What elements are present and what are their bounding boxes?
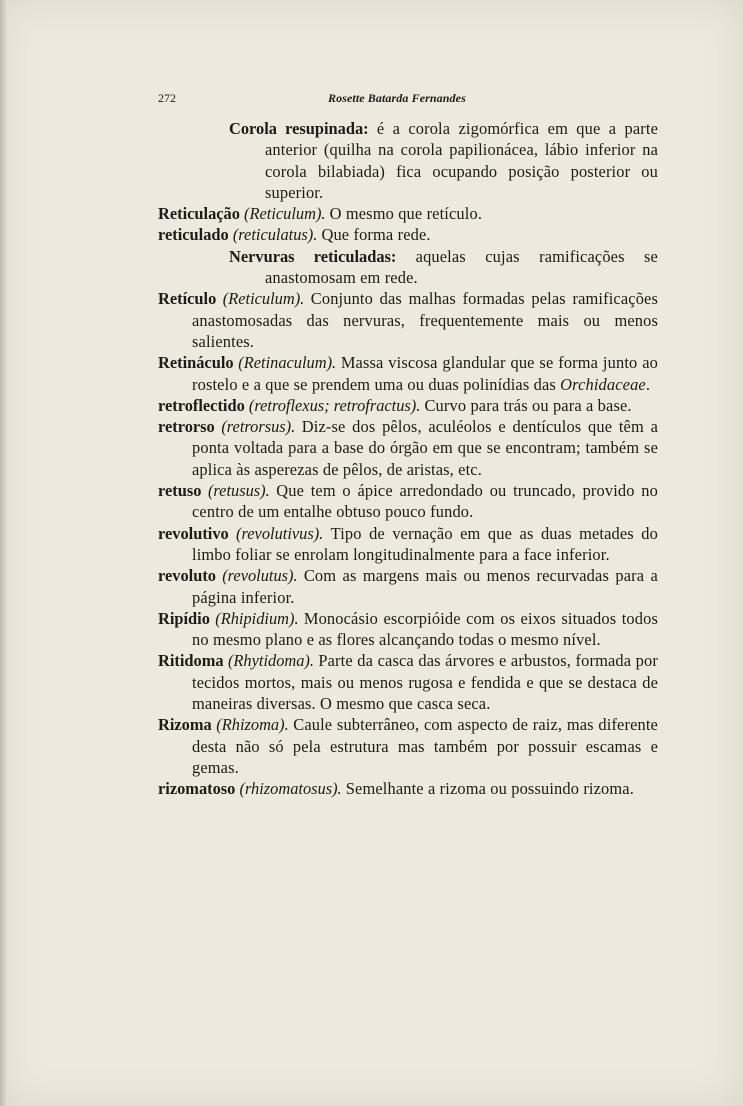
entry-latin-name: (Rhytidoma).	[227, 651, 314, 671]
entry-latin-name: (reticulatus).	[232, 225, 318, 245]
entry-definition: Com as margens mais ou menos recurvadas para a página inferior.	[192, 566, 658, 607]
entry-term: retrorso	[158, 417, 215, 437]
entry-definition: é a corola zigomórfica em que a parte anterior (quilha na corola papilionácea, lábio inferior na corola bilabiada) fica ocupando posição posterior ou superior.	[265, 119, 658, 202]
glossary-entry	[158, 416, 658, 480]
entry-latin-name: (Retinaculum).	[238, 353, 337, 373]
entry-definition: Curvo para trás ou para a base.	[424, 395, 632, 415]
entry-definition: Diz-se dos pêlos, aculéolos e dentículos que têm a ponta voltada para a base do órgão em que se encontram; também se aplica às asperezas de pêlos, de aristas, etc.	[192, 417, 658, 479]
glossary-entry	[158, 608, 658, 651]
entry-term: Ritidoma	[158, 651, 224, 671]
entry-latin-name: (Rhizoma).	[216, 715, 289, 735]
entry-latin-name: (Reticulum).	[244, 204, 326, 224]
entry-term: Corola resupinada:	[229, 119, 369, 138]
entry-definition: Que forma rede.	[321, 225, 431, 245]
running-title: Rosette Batarda Fernandes	[328, 91, 466, 105]
glossary-entry	[158, 118, 658, 203]
glossary-entry	[158, 714, 658, 778]
entry-term: revoluto	[158, 566, 216, 586]
entry-term: Retináculo	[158, 353, 234, 373]
entry-definition: Parte da casca das árvores e arbustos, formada por tecidos mortos, mais ou menos rugosa e fendida e que se destaca de maneiras diversas. O mesmo que casca seca.	[192, 651, 658, 714]
entry-latin-name: (retroflexus; retrofractus).	[248, 395, 421, 415]
glossary-entry	[158, 778, 658, 799]
entry-term: rizomatoso	[158, 779, 236, 799]
glossary-entries	[158, 118, 658, 800]
glossary-entry	[158, 288, 658, 352]
glossary-entry	[158, 395, 658, 416]
glossary-entry	[158, 565, 658, 608]
page-number: 272	[158, 91, 176, 105]
entry-definition: Massa viscosa glandular que se forma junto ao rostelo e a que se prendem uma ou duas polinídias das Orchidaceae.	[192, 353, 658, 394]
entry-latin-name: (revolutivus).	[236, 523, 324, 543]
entry-term: retroflectido	[158, 395, 245, 415]
entry-definition: aquelas cujas ramificações se anastomosam em rede.	[265, 246, 658, 288]
entry-term: reticulado	[158, 225, 229, 245]
entry-definition: Que tem o ápice arredondado ou truncado, provido no centro de um entalhe obtuso pouco fundo.	[192, 481, 658, 522]
entry-definition: Monocásio escorpióide com os eixos situados todos no mesmo plano e as flores alcançando todas o mesmo nível.	[192, 608, 658, 650]
entry-latin-name: (rhizomatosus).	[239, 779, 342, 799]
entry-latin-name: (retrorsus).	[221, 417, 296, 437]
glossary-entry	[158, 203, 658, 224]
entry-definition: Semelhante a rizoma ou possuindo rizoma.	[345, 779, 634, 799]
entry-term: Retículo	[158, 289, 217, 309]
entry-latin-name: (retusus).	[207, 481, 270, 501]
taxon-name: Orchidaceae	[560, 374, 646, 394]
entry-term: Ripídio	[158, 608, 210, 628]
entry-latin-name: (revolutus).	[222, 566, 298, 586]
glossary-entry	[158, 480, 658, 523]
glossary-entry	[158, 352, 658, 395]
entry-term: retuso	[158, 481, 202, 501]
entry-definition: O mesmo que retículo.	[329, 204, 483, 224]
entry-term: Rizoma	[158, 715, 212, 735]
glossary-entry	[158, 523, 658, 566]
entry-definition: Tipo de vernação em que as duas metades do limbo foliar se enrolam longitudinalmente para a face inferior.	[192, 523, 658, 564]
entry-term: Nervuras reticuladas:	[229, 246, 397, 266]
glossary-entry	[158, 246, 658, 289]
entry-term: Reticulação	[158, 204, 240, 224]
glossary-entry	[158, 224, 658, 245]
entry-latin-name: (Rhipidium).	[215, 608, 299, 628]
binding-edge	[0, 0, 8, 1106]
glossary-entry	[158, 650, 658, 714]
entry-latin-name: (Reticulum).	[222, 289, 305, 309]
entry-definition: Conjunto das malhas formadas pelas ramificações anastomosadas das nervuras, frequentemente mais ou menos salientes.	[192, 289, 659, 351]
entry-term: revolutivo	[158, 523, 229, 543]
entry-definition: Caule subterrâneo, com aspecto de raiz, mas diferente desta não só pela estrutura mas também por possuir escamas e gemas.	[192, 715, 658, 777]
